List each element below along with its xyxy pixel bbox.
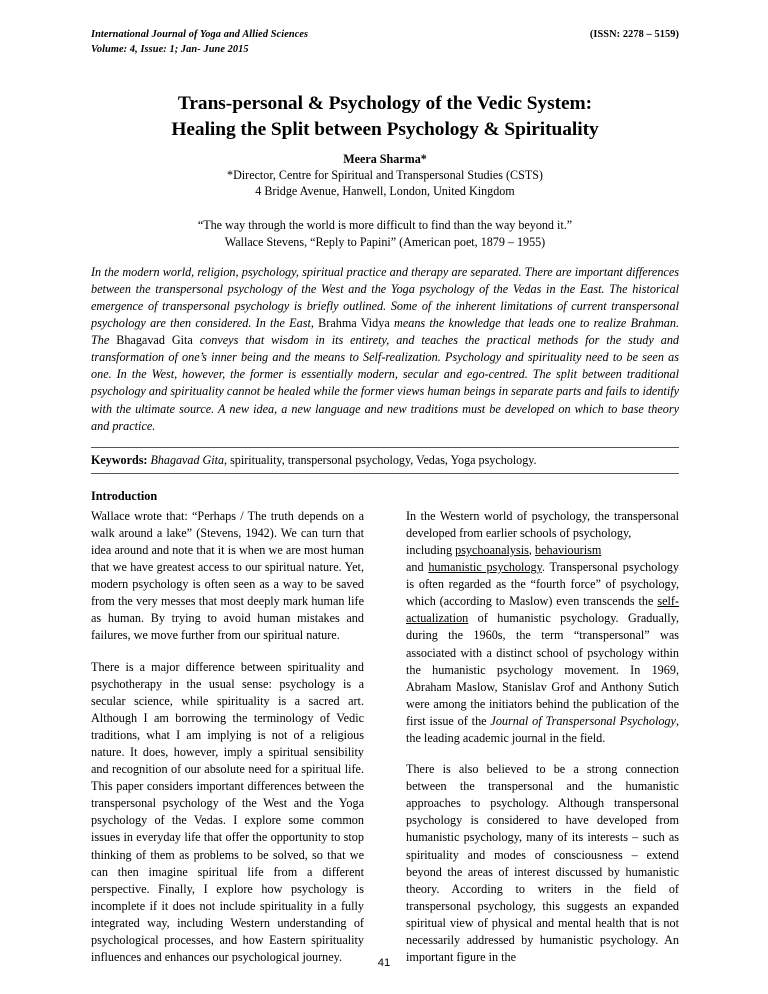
link-psychoanalysis[interactable]: psychoanalysis bbox=[455, 542, 529, 557]
page-content bbox=[91, 28, 679, 966]
running-head-row bbox=[91, 28, 679, 43]
page-number: 41 bbox=[377, 957, 391, 969]
keywords-label: Keywords: bbox=[91, 452, 148, 467]
author-address: 4 Bridge Avenue, Hanwell, London, United Kingdom bbox=[255, 184, 515, 199]
issn: (ISSN: 2278 – 5159) bbox=[589, 29, 679, 40]
abstract-term-brahma-vidya: Brahma Vidya bbox=[318, 316, 390, 331]
epigraph-attribution: Wallace Stevens, “Reply to Papini” (American poet, 1879 – 1955) bbox=[224, 234, 546, 249]
right-column-paragraph-1-tail: , the leading academic journal in the field. bbox=[406, 713, 679, 745]
abstract-text-part-1: In the modern world, religion, psychology, spiritual practice and therapy are separated. There are important differences between the transpersonal psychology of the West and the Yoga psychology of the Vedas in the East. The historical emergence of transpersonal psychology is briefly outlined. Some of the inherent limitations of current transpersonal psychology are then considered. In the East, bbox=[91, 264, 679, 331]
right-column-including-prefix: including bbox=[406, 542, 456, 557]
running-head bbox=[91, 28, 679, 57]
epigraph bbox=[91, 217, 679, 251]
section-heading-introduction: Introduction bbox=[91, 488, 158, 503]
right-column-paragraph-1 bbox=[406, 508, 679, 747]
journal-name: International Journal of Yoga and Allied Sciences bbox=[91, 29, 309, 40]
keywords bbox=[91, 448, 679, 470]
title-block bbox=[91, 91, 679, 200]
link-self-actualization[interactable]: self-actualization bbox=[406, 594, 679, 626]
epigraph-quote: “The way through the world is more difficult to find than the way beyond it.” bbox=[197, 217, 573, 232]
right-column-and-prefix: and bbox=[406, 560, 429, 575]
journal-title-citation: Journal of Transpersonal Psychology bbox=[490, 713, 676, 728]
right-column-paragraph-1-text-b: of humanistic psychology. Gradually, during the 1960s, the term “transpersonal” was associated with a distinct school of psychology within the humanistic psychology movement. In 1969, Abraham Maslow, Stanislav Grof and Anthony Sutich were among the initiators behind the publication of the first issue of the bbox=[406, 611, 679, 728]
keywords-rule-bottom bbox=[91, 473, 679, 474]
link-humanistic-psychology[interactable]: humanistic psychology bbox=[428, 560, 542, 575]
right-column-paragraph-1-line-1: In the Western world of psychology, the transpersonal developed from earlier schools of psychology, bbox=[406, 508, 679, 540]
left-column-paragraph-2: There is a major difference between spirituality and psychotherapy in the usual sense: psychology is a secular science, while spirituality is a sacred art. Although I am borrowing the terminology of Vedic traditions, what I am implying is not of a religious nature. It does, however, imply a spiritual sensibility and recognition of our absolute need for a spiritual life. This paper considers important differences between the transpersonal psychology of the West and the Yoga psychology of the Vedas. I explore some common issues in everyday life that offer the opportunity to stop thinking of them as problems to be solved, so that we can then imagine spiritual life from a different perspective. Finally, I explore how psychology is incomplete if it does not include spirituality in a fully integrated way, including Western understanding of psychological processes, and how Eastern spirituality influences and enhances our psychological journey. bbox=[91, 659, 364, 965]
keywords-list: , spirituality, transpersonal psychology, Vedas, Yoga psychology. bbox=[224, 452, 537, 467]
left-column bbox=[91, 508, 364, 966]
link-behaviourism[interactable]: behaviourism bbox=[534, 542, 602, 557]
volume-issue-line: Volume: 4, Issue: 1; Jan- June 2015 bbox=[91, 43, 249, 55]
abstract-text-part-3: conveys that wisdom in its entirety, and teaches the practical methods for the study and transformation of one’s inner being and the means to Self-realization. Psychology and spirituality need to be seen as one. In the West, however, the former is essentially modern, secular and ego-centred. The split between traditional psychology and spirituality cannot be healed while the former views human beings in separate parts and fails to identify with the ultimate source. A new idea, a new language and new traditions must be developed on which to base theory and practice. bbox=[91, 333, 680, 433]
article-title-line-1: Trans-personal & Psychology of the Vedic System: bbox=[177, 93, 593, 114]
article-title-line-2: Healing the Split between Psychology & Spirituality bbox=[171, 118, 599, 140]
right-column-separator: , bbox=[528, 542, 535, 557]
abstract-text-part-2: means the knowledge that leads one to realize Brahman. The bbox=[91, 316, 679, 348]
right-column-paragraph-2: There is also believed to be a strong connection between the transpersonal and the humanistic approaches to psychology. Although transpersonal psychology is considered to have developed from humanistic psychology, many of its interests – such as spirituality and modes of consciousness – extend beyond the areas of interest discussed by humanistic theory. According to writers in the field of transpersonal psychology, this suggests an expanded spiritual view of physical and mental health that is not necessarily addressed by humanistic psychology. An important figure in the bbox=[406, 762, 679, 965]
right-column-paragraph-1-text-a: . Transpersonal psychology is often regarded as the “fourth force” of psychology, which (according to Maslow) even transcends the bbox=[406, 560, 679, 609]
author-affiliation: *Director, Centre for Spiritual and Transpersonal Studies (CSTS) bbox=[227, 168, 543, 182]
abstract bbox=[91, 264, 679, 435]
body-columns bbox=[91, 508, 679, 966]
keyword-bhagavad-gita: Bhagavad Gita bbox=[150, 452, 225, 467]
left-column-paragraph-1: Wallace wrote that: “Perhaps / The truth depends on a walk around a lake” (Stevens, 1942). We can turn that idea around and note that it is when we are most human that we have greatest access to our spiritual nature. Yet, modern psychology is often seen as a way to be saved from the very messes that most deeply mark human life as human. By trying to avoid human mistakes and failures, we move further from our spiritual nature. bbox=[91, 508, 364, 643]
author-name: Meera Sharma* bbox=[343, 152, 427, 166]
abstract-term-bhagavad-gita: Bhagavad Gita bbox=[116, 333, 193, 348]
right-column bbox=[406, 508, 679, 966]
